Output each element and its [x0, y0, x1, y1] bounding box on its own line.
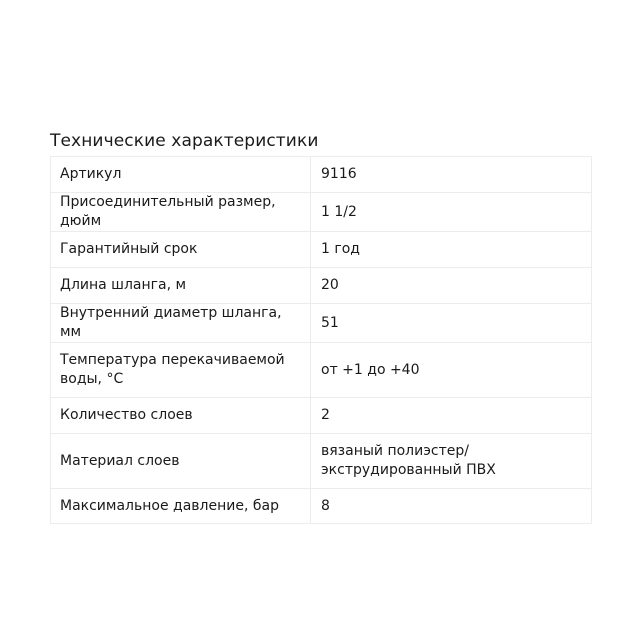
table-row — [51, 268, 592, 304]
table-row — [51, 157, 592, 193]
table-row — [51, 489, 592, 524]
table-row — [51, 343, 592, 398]
section-title: Технические характеристики — [50, 131, 319, 152]
spec-label: Гарантийный срок — [51, 232, 311, 268]
table-row — [51, 434, 592, 489]
spec-value: 1 год — [311, 232, 592, 268]
spec-label: Присоединительный размер, дюйм — [51, 193, 311, 232]
spec-label: Внутренний диаметр шланга, мм — [51, 304, 311, 343]
table-row — [51, 232, 592, 268]
table-row — [51, 398, 592, 434]
spec-label: Количество слоев — [51, 398, 311, 434]
spec-value: 9116 — [311, 157, 592, 193]
spec-label: Длина шланга, м — [51, 268, 311, 304]
spec-value: 51 — [311, 304, 592, 343]
spec-value: от +1 до +40 — [311, 343, 592, 398]
spec-value: 1 1/2 — [311, 193, 592, 232]
spec-value: 8 — [311, 489, 592, 524]
table-row — [51, 304, 592, 343]
spec-label: Материал слоев — [51, 434, 311, 489]
spec-label: Температура перекачиваемой воды, °С — [51, 343, 311, 398]
spec-label: Артикул — [51, 157, 311, 193]
spec-label: Максимальное давление, бар — [51, 489, 311, 524]
specs-table — [50, 156, 592, 524]
spec-value: 20 — [311, 268, 592, 304]
table-row — [51, 193, 592, 232]
spec-value: 2 — [311, 398, 592, 434]
spec-value: вязаный полиэстер/ экструдированный ПВХ — [311, 434, 592, 489]
